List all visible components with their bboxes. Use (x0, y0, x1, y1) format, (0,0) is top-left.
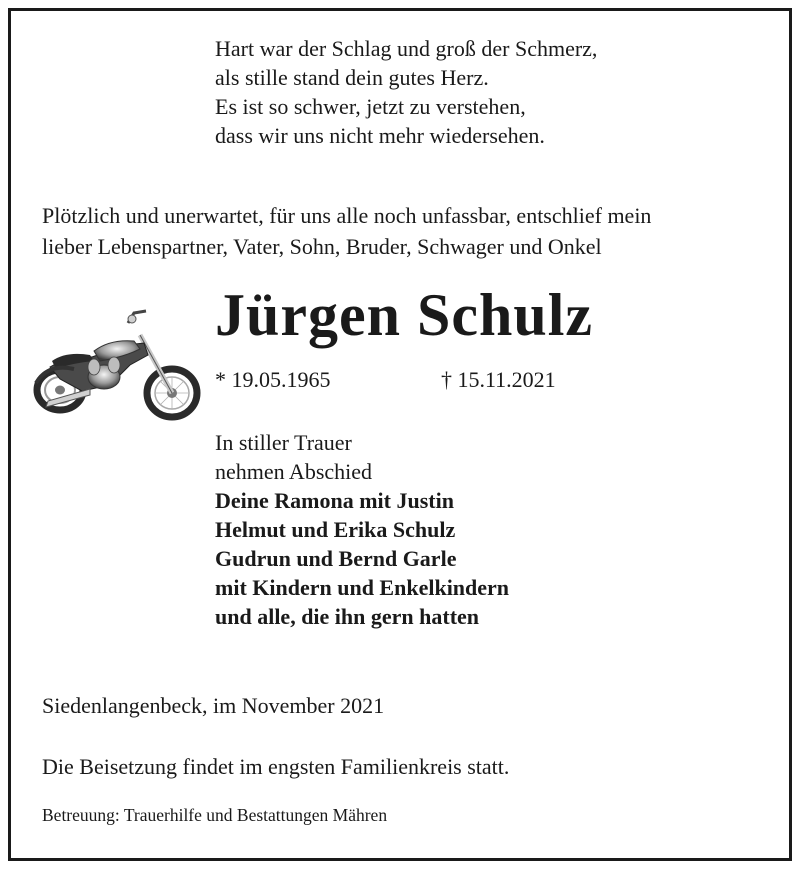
poem-line: als stille stand dein gutes Herz. (215, 65, 489, 90)
funeral-care-note: Betreuung: Trauerhilfe und Bestattungen Mähren (42, 805, 388, 825)
mourner-name: Deine Ramona mit Justin (215, 488, 454, 513)
mourners-block (215, 428, 509, 631)
mourner-name: Helmut und Erika Schulz (215, 517, 456, 542)
intro-text (42, 200, 651, 262)
death-date: † 15.11.2021 (441, 367, 556, 392)
intro-line: lieber Lebenspartner, Vater, Sohn, Bruder, Schwager und Onkel (42, 234, 602, 259)
poem-line: Hart war der Schlag und groß der Schmerz, (215, 36, 598, 61)
poem (215, 34, 597, 150)
poem-line: dass wir uns nicht mehr wiedersehen. (215, 123, 545, 148)
motorcycle-icon (30, 305, 205, 430)
mourner-name: und alle, die ihn gern hatten (215, 604, 480, 629)
mourner-name: mit Kindern und Enkelkindern (215, 575, 510, 600)
burial-note: Die Beisetzung findet im engsten Familienkreis statt. (42, 754, 510, 779)
birth-date: * 19.05.1965 (215, 367, 331, 392)
mourners-intro-line: In stiller Trauer (215, 430, 352, 455)
poem-line: Es ist so schwer, jetzt zu verstehen, (215, 94, 526, 119)
mourner-name: Gudrun und Bernd Garle (215, 546, 457, 571)
deceased-name: Jürgen Schulz (215, 282, 594, 348)
intro-line: Plötzlich und unerwartet, für uns alle noch unfassbar, entschlief mein (42, 203, 652, 228)
place-date: Siedenlangenbeck, im November 2021 (42, 693, 385, 718)
mourners-intro-line: nehmen Abschied (215, 459, 373, 484)
